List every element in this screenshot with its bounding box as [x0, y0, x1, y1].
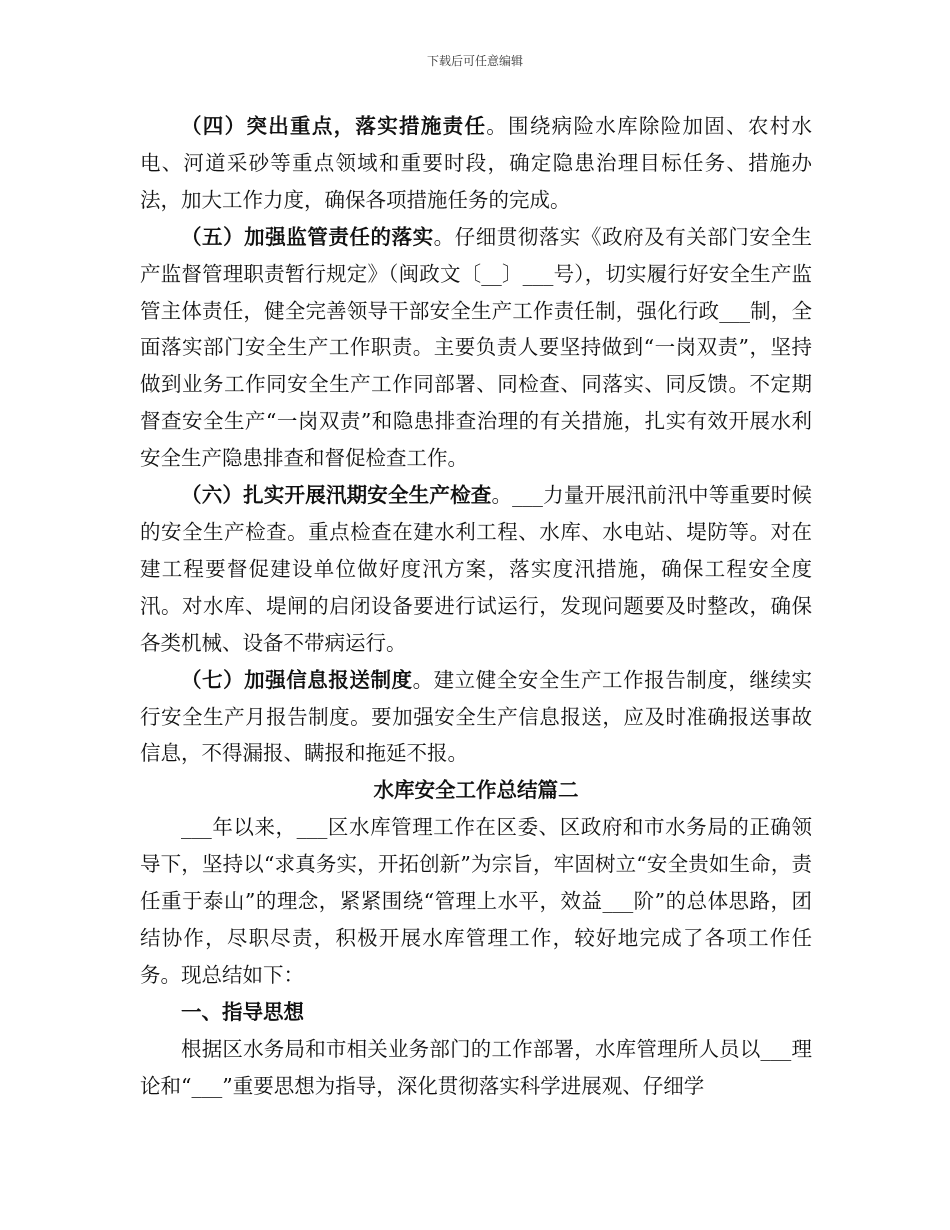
document-body: [140, 108, 812, 1104]
paragraph-7-text: 。建立健全安全生产工作报告制度，继续实行安全生产月报告制度。要加强安全生产信息报送，应及时准确报送事故信息，不得漏报、瞒报和拖延不报。: [140, 667, 813, 766]
last-paragraph: 根据区水务局和市相关业务部门的工作部署，水库管理所人员以___理论和“___”重要思想为指导，深化贯彻落实科学进展观、仔细学: [140, 1036, 812, 1098]
paragraph-4-heading: （四）突出重点，落实措施责任: [181, 114, 487, 138]
paragraph-6-heading: （六）扎实开展汛期安全生产检查: [181, 483, 492, 508]
paragraph-5: [140, 219, 812, 477]
section-title: 水库安全工作总结篇二: [373, 778, 579, 803]
paragraph-6-text: 。___力量开展汛前汛中等重要时候的安全生产检查。重点检查在建水利工程、水库、水电站、堤防等。对在建工程要督促建设单位做好度汛方案，落实度汛措施，确保工程安全度汛。对水库、堤闸的启闭设备要进行试运行，发现问题要及时整改，确保各类机械、设备不带病运行。: [140, 483, 813, 655]
paragraph-7-heading: （七）加强信息报送制度: [181, 667, 413, 692]
page-header: 下载后可任意编辑: [426, 54, 523, 68]
paragraph-6: [140, 477, 812, 662]
paragraph-4: [140, 108, 812, 219]
intro-paragraph: ___年以来，___区水库管理工作在区委、区政府和市水务局的正确领导下，坚持以“求真务实，开拓创新”为宗旨，牢固树立“安全贵如生命，责任重于泰山”的理念，紧紧围绕“管理上水平，效益___阶”的总体思路，团结协作，尽职尽责，积极开展水库管理工作，较好地完成了各项工作任务。现总结如下：: [140, 815, 812, 987]
paragraph-5-text: 。仔细贯彻落实《政府及有关部门安全生产监督管理职责暂行规定》（闽政文〔__〕___号），切实履行好安全生产监管主体责任，健全完善领导干部安全生产工作责任制，强化行政___制，全面落实部门安全生产工作职责。主要负责人要坚持做到“一岗双责”，坚持做到业务工作同安全生产工作同部署、同检查、同落实、同反馈。不定期督查安全生产“一岗双责”和隐患排查治理的有关措施，扎实有效开展水利安全生产隐患排查和督促检查工作。: [140, 224, 813, 471]
heading-guiding-ideology: 一、指导思想: [181, 999, 304, 1024]
paragraph-5-heading: （五）加强监管责任的落实: [181, 224, 434, 249]
paragraph-7: [140, 662, 812, 773]
paragraph-4-text: 。围绕病险水库除险加固、农村水电、河道采砂等重点领域和重要时段，确定隐患治理目标任务、措施办法，加大工作力度，确保各项措施任务的完成。: [140, 114, 812, 212]
